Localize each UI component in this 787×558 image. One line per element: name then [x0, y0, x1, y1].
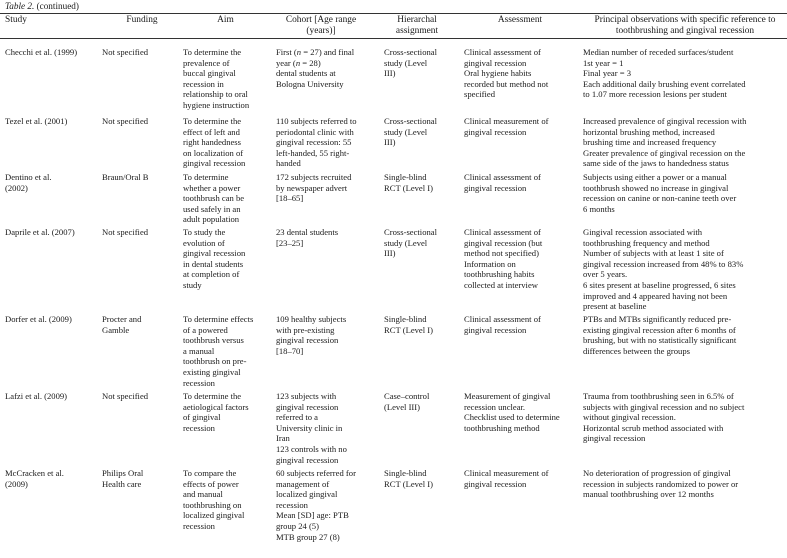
cell-assessment: Clinical assessment of gingival recession Oral hygiene habits recorded but method not specified [464, 47, 549, 100]
cell-study: McCracken et al. (2009) [5, 468, 64, 489]
cell-study: Lafzi et al. (2009) [5, 391, 68, 401]
cell-aim: To determine the prevalence of buccal gingival recession in relationship to oral hygiene instruction [183, 47, 250, 110]
cell-funding: Not specified [102, 391, 149, 401]
top-rule [0, 13, 787, 14]
cell-hierarchal: Cross-sectional study (Level III) [384, 227, 437, 259]
cell-study: Checchi et al. (1999) [5, 47, 78, 57]
cell-hierarchal: Cross-sectional study (Level III) [384, 116, 437, 148]
cell-observations: Gingival recession associated with toothbrushing frequency and method Number of subjects with at least 1 site of gingival recession increased from 48% to 83% over 5 years. 6 sites present at baseline progressed, 6 sites improved and 4 appeared having not been present at baseline [583, 227, 744, 312]
cell-aim: To determine the aetiological factors of gingival recession [183, 391, 249, 433]
cell-aim: To study the evolution of gingival recession in dental students at completion of study [183, 227, 246, 290]
cell-cohort: 109 healthy subjects with pre-existing gingival recession [18–70] [276, 314, 347, 356]
cell-assessment: Clinical assessment of gingival recession [464, 172, 541, 193]
header-observations: Principal observations with specific reference to toothbrushing and gingival recession [594, 15, 776, 36]
cell-study: Tezel et al. (2001) [5, 116, 68, 126]
cell-assessment: Clinical assessment of gingival recession (but method not specified) Information on toothbrushing habits collected at interview [464, 227, 543, 290]
cell-funding: Philips Oral Health care [102, 468, 144, 489]
cell-cohort: 110 subjects referred to periodontal clinic with gingival recession: 55 left-handed, 55 right- handed [276, 116, 357, 169]
cell-observations: Trauma from toothbrushing seen in 6.5% of subjects with gingival recession and no subject without gingival recession. Horizontal scrub method associated with gingival recession [583, 391, 745, 444]
header-cohort: Cohort [Age range (years)] [285, 15, 357, 36]
table-caption [5, 1, 79, 11]
cell-hierarchal: Single-blind RCT (Level I) [384, 172, 434, 193]
header-assessment: Assessment [497, 15, 543, 25]
cell-aim: To compare the effects of power and manual toothbrushing on localized gingival recession [183, 468, 245, 531]
cell-assessment: Clinical measurement of gingival recession [464, 468, 549, 489]
cell-hierarchal: Single-blind RCT (Level I) [384, 314, 434, 335]
cell-study: Dorfer et al. (2009) [5, 314, 72, 324]
cell-observations: PTBs and MTBs significantly reduced pre- existing gingival recession after 6 months of brushing, but with no statistically significant differences between the groups [583, 314, 737, 356]
cell-study: Daprile et al. (2007) [5, 227, 75, 237]
cell-hierarchal: Case–control (Level III) [384, 391, 430, 412]
cell-funding: Not specified [102, 227, 149, 237]
table-caption-suffix: (continued) [34, 1, 79, 11]
cell-assessment: Measurement of gingival recession unclear. Checklist used to determine toothbrushing method [464, 391, 560, 433]
cell-aim: To determine the effect of left and right handedness on localization of gingival recession [183, 116, 246, 169]
cell-observations: Increased prevalence of gingival recession with horizontal brushing method, increased brushing time and increased frequency Greater prevalence of gingival recession on the same side of the jaws to handedness status [583, 116, 747, 169]
cell-funding: Procter and Gamble [102, 314, 142, 335]
cell-cohort: 123 subjects with gingival recession referred to a University clinic in Iran 123 controls with no gingival recession [276, 391, 347, 465]
cell-cohort: 60 subjects referred for management of localized gingival recession Mean [SD] age: PTB group 24 (5) MTB group 27 (8) [276, 468, 356, 542]
cell-aim: To determine effects of a powered toothbrush versus a manual toothbrush on pre- existing gingival recession [183, 314, 254, 388]
header-funding: Funding [126, 15, 158, 25]
cell-hierarchal: Cross-sectional study (Level III) [384, 47, 437, 79]
cell-observations: Subjects using either a power or a manual toothbrush showed no increase in gingival recession on canine or non-canine teeth over 6 months [583, 172, 737, 214]
cell-observations: No deterioration of progression of gingival recession in subjects randomized to power or manual toothbrushing over 12 months [583, 468, 739, 500]
cell-assessment: Clinical assessment of gingival recession [464, 314, 541, 335]
cell-cohort: First (n = 27) and final year (n = 28) dental students at Bologna University [276, 47, 355, 89]
cell-study: Dentino et al. (2002) [5, 172, 52, 193]
header-study: Study [5, 15, 27, 25]
cell-hierarchal: Single-blind RCT (Level I) [384, 468, 434, 489]
cell-funding: Braun/Oral B [102, 172, 149, 182]
cell-observations: Median number of receded surfaces/student 1st year = 1 Final year = 3 Each additional daily brushing event correlated to 1.07 more recession lesions per student [583, 47, 746, 100]
cell-cohort: 172 subjects recruited by newspaper advert [18–65] [276, 172, 352, 204]
cell-aim: To determine whether a power toothbrush can be used safely in an adult population [183, 172, 245, 225]
header-rule [0, 38, 787, 39]
cell-cohort: 23 dental students [23–25] [276, 227, 339, 248]
header-aim: Aim [217, 15, 234, 25]
cell-assessment: Clinical measurement of gingival recession [464, 116, 549, 137]
table-caption-label: Table 2. [5, 1, 35, 11]
header-hierarchal: Hierarchal assignment [395, 15, 439, 36]
cell-funding: Not specified [102, 47, 149, 57]
cell-funding: Not specified [102, 116, 149, 126]
